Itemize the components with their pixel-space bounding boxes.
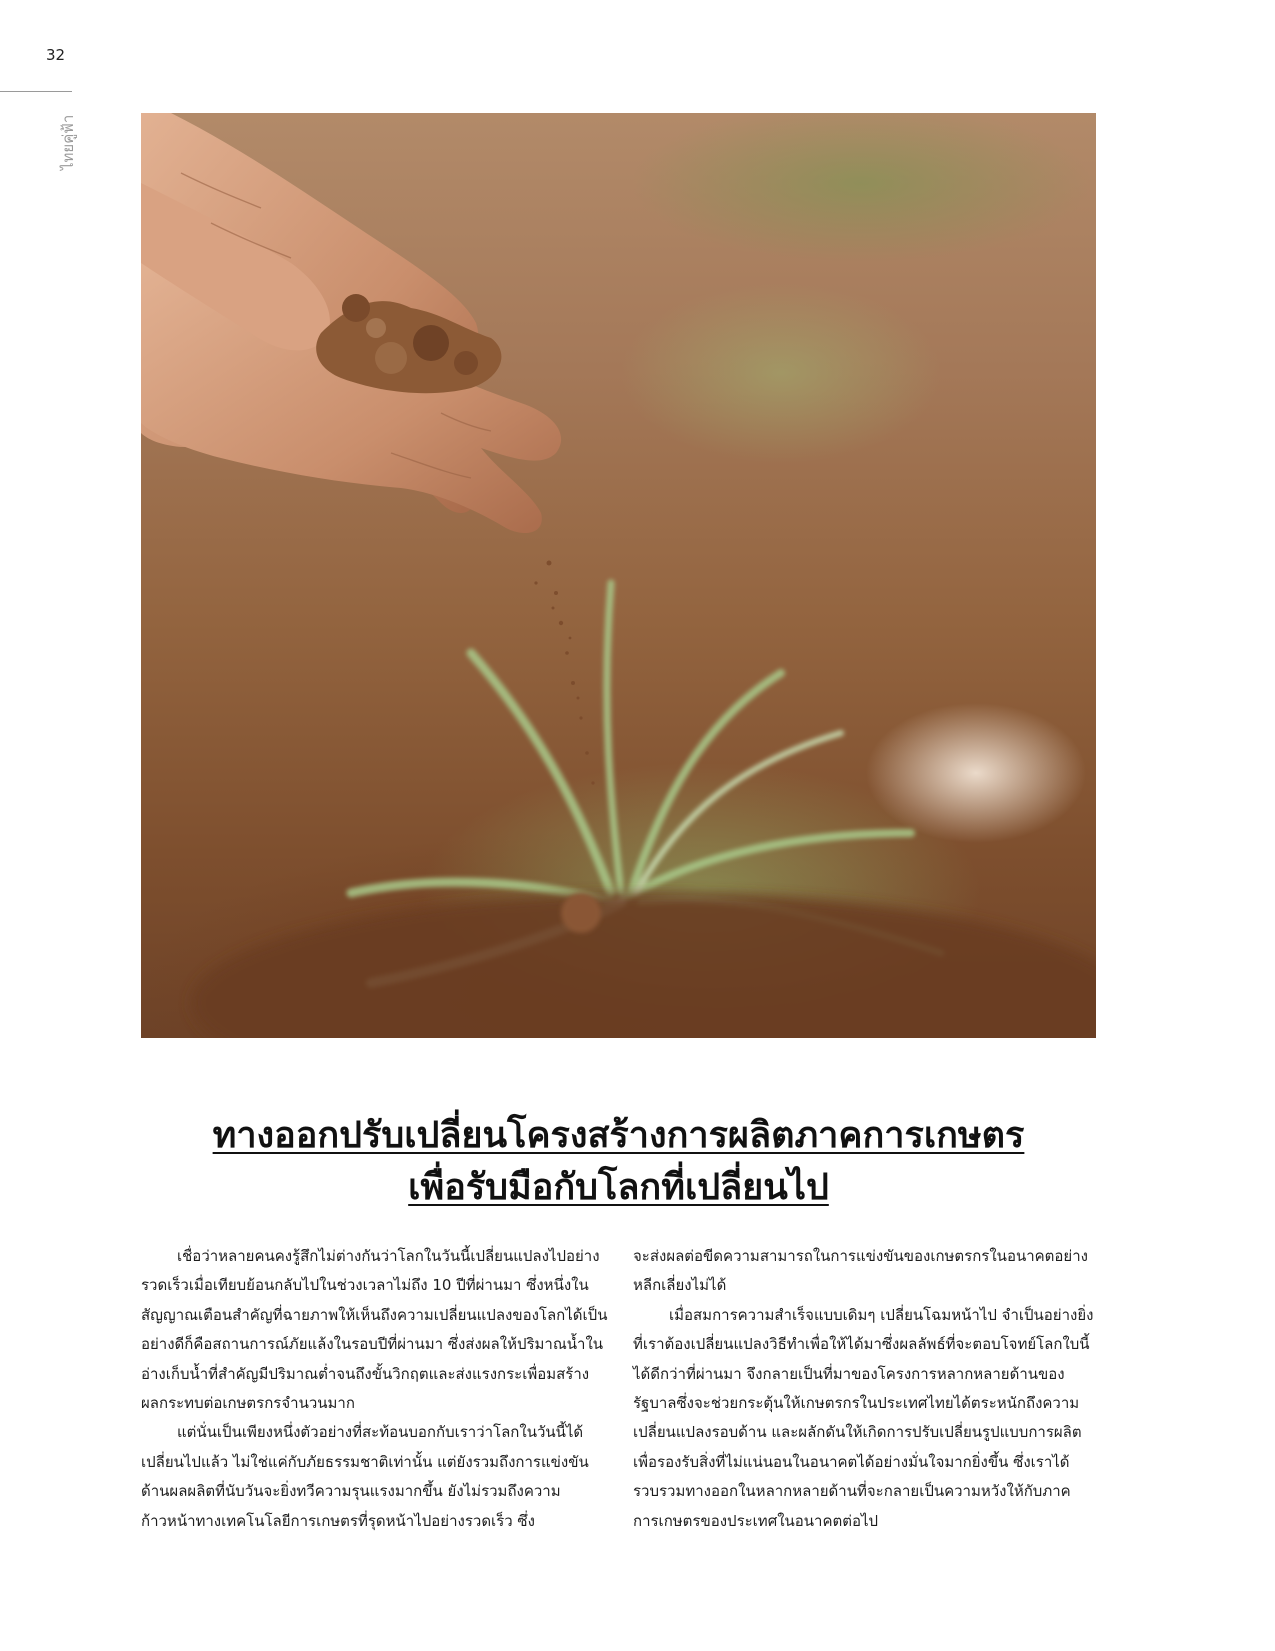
article-column-left [141,1242,609,1536]
article-column-right [633,1242,1101,1536]
page-divider [0,91,72,92]
body-paragraph: เมื่อสมการความสำเร็จแบบเดิมๆ เปลี่ยนโฉมหน้าไป จำเป็นอย่างยิ่งที่เราต้องเปลี่ยนแปลงวิธีทำเพื่อให้ได้มาซึ่งผลลัพธ์ที่จะตอบโจทย์โลกใบนี้ได้ดีกว่าที่ผ่านมา จึงกลายเป็นที่มาของโครงการหลากหลายด้านของรัฐบาลซึ่งจะช่วยกระตุ้นให้เกษตรกรในประเทศไทยได้ตระหนักถึงความเปลี่ยนแปลงรอบด้าน และผลักดันให้เกิดการปรับเปลี่ยนรูปแบบการผลิตเพื่อรองรับสิ่งที่ไม่แน่นอนในอนาคตได้อย่างมั่นใจมากยิ่งขึ้น ซึ่งเราได้รวบรวมทางออกในหลากหลายด้านที่จะกลายเป็นความหวังให้กับภาคการเกษตรของประเทศในอนาคตต่อไป [633,1305,1094,1530]
article-title [141,1110,1096,1214]
article-photo [141,113,1096,1038]
body-paragraph: แต่นั่นเป็นเพียงหนึ่งตัวอย่างที่สะท้อนบอกกับเราว่าโลกในวันนี้ได้เปลี่ยนไปแล้ว ไม่ใช่แค่กับภัยธรรมชาติเท่านั้น แต่ยังรวมถึงการแข่งขันด้านผลผลิตที่นับวันจะยิ่งทวีความรุนแรงมากขึ้น ยังไม่รวมถึงความก้าวหน้าทางเทคโนโลยีการเกษตรที่รุดหน้าไปอย่างรวดเร็ว ซึ่ง [141,1423,589,1530]
running-title: ไทยคู่ฟ้า [59,114,77,170]
page-number: 32 [46,46,66,64]
body-paragraph: เชื่อว่าหลายคนคงรู้สึกไม่ต่างกันว่าโลกในวันนี้เปลี่ยนแปลงไปอย่างรวดเร็วเมื่อเทียบย้อนกลับไปในช่วงเวลาไม่ถึง 10 ปีที่ผ่านมา ซึ่งหนึ่งในสัญญาณเตือนสำคัญที่ฉายภาพให้เห็นถึงความเปลี่ยนแปลงของโลกได้เป็นอย่างดีก็คือสถานการณ์ภัยแล้งในรอบปีที่ผ่านมา ซึ่งส่งผลให้ปริมาณน้ำในอ่างเก็บน้ำที่สำคัญมีปริมาณต่ำจนถึงขั้นวิกฤตและส่งแรงกระเพื่อมสร้างผลกระทบต่อเกษตรกรจำนวนมาก [141,1247,608,1413]
article-title-line1: ทางออกปรับเปลี่ยนโครงสร้างการผลิตภาคการเกษตร [212,1115,1025,1156]
body-paragraph: จะส่งผลต่อขีดความสามารถในการแข่งขันของเกษตรกรในอนาคตอย่างหลีกเลี่ยงไม่ได้ [633,1247,1088,1295]
hands-soil-illustration [141,113,1096,1038]
article-title-line2: เพื่อรับมือกับโลกที่เปลี่ยนไป [408,1167,829,1208]
